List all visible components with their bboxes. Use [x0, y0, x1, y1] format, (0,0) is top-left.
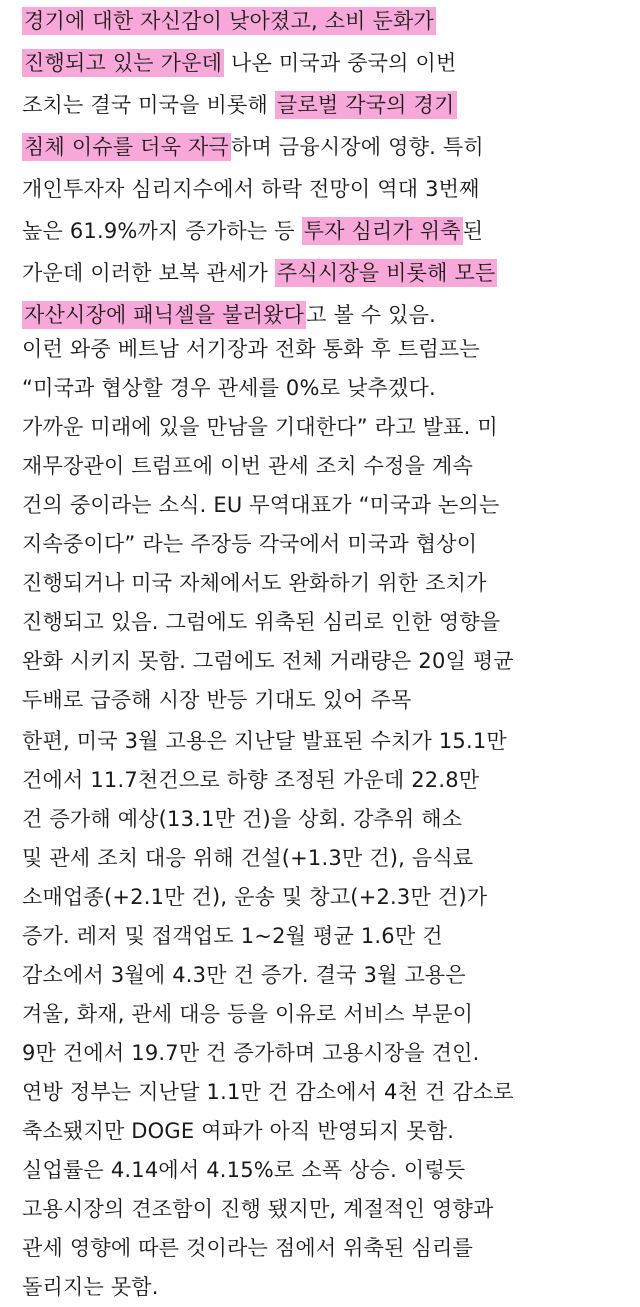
text-line: [22, 681, 628, 720]
text-line: [22, 995, 628, 1034]
text-line: [22, 1112, 628, 1151]
text-line: [22, 761, 628, 800]
text-segment: 돌리지는 못함.: [22, 1275, 159, 1299]
highlighted-text: 투자 심리가 위축: [303, 219, 461, 243]
text-line: [22, 0, 628, 42]
highlighted-text: 진행되고 있는 가운데: [24, 51, 223, 75]
text-line: [22, 486, 628, 525]
text-line: [22, 168, 628, 210]
text-segment: 및 관세 조치 대응 위해 건설(+1.3만 건), 음식료: [22, 846, 474, 870]
text-line: [22, 1268, 628, 1307]
text-segment: 소매업종(+2.1만 건), 운송 및 창고(+2.3만 건)가: [22, 885, 488, 909]
text-line: [22, 126, 628, 168]
text-line: [22, 408, 628, 447]
text-line: [22, 369, 628, 408]
text-segment: 건 증가해 예상(13.1만 건)을 상회. 강추위 해소: [22, 807, 463, 831]
text-segment: 지속중이다” 라는 주장등 각국에서 미국과 협상이: [22, 532, 478, 556]
text-segment: 실업률은 4.14에서 4.15%로 소폭 상승. 이렇듯: [22, 1158, 466, 1182]
text-segment: 고 볼 수 있음.: [306, 303, 437, 327]
text-line: [22, 564, 628, 603]
text-segment: 증가. 레저 및 접객업도 1~2월 평균 1.6만 건: [22, 924, 443, 948]
text-segment: 진행되거나 미국 자체에서도 완화하기 위한 조치가: [22, 571, 487, 595]
text-segment: 높은 61.9%까지 증가하는 등: [22, 219, 302, 243]
text-line: [22, 330, 628, 369]
text-line: [22, 800, 628, 839]
text-segment: 가운데 이러한 보복 관세가: [22, 261, 275, 285]
text-line: [22, 525, 628, 564]
paragraph-2: [22, 330, 628, 720]
text-line: [22, 722, 628, 761]
text-segment: 조치는 결국 미국을 비롯해: [22, 93, 275, 117]
highlighted-text: 자산시장에 패닉셀을 불러왔다: [24, 303, 305, 327]
text-segment: 하며 금융시장에 영향. 특히: [231, 135, 484, 159]
text-segment: 겨울, 화재, 관세 대응 등을 이유로 서비스 부문이: [22, 1002, 474, 1026]
text-segment: 건의 중이라는 소식. EU 무역대표가 “미국과 논의는: [22, 493, 500, 517]
text-segment: 가까운 미래에 있을 만남을 기대한다” 라고 발표. 미: [22, 415, 498, 439]
text-segment: 진행되고 있음. 그럼에도 위축된 심리로 인한 영향을: [22, 610, 501, 634]
text-segment: “미국과 협상할 경우 관세를 0%로 낮추겠다.: [22, 376, 436, 400]
highlighted-text: 주식시장을 비롯해 모든: [276, 261, 496, 285]
text-segment: 완화 시키지 못함. 그럼에도 전체 거래량은 20일 평균: [22, 649, 514, 673]
paragraph-1: [22, 0, 628, 336]
text-line: [22, 447, 628, 486]
text-segment: 건에서 11.7천건으로 하향 조정된 가운데 22.8만: [22, 768, 480, 792]
text-line: [22, 84, 628, 126]
paragraph-3: [22, 722, 628, 1307]
text-line: [22, 603, 628, 642]
text-line: [22, 956, 628, 995]
text-line: [22, 1151, 628, 1190]
text-segment: 관세 영향에 따른 것이라는 점에서 위축된 심리를: [22, 1236, 473, 1260]
text-segment: 개인투자자 심리지수에서 하락 전망이 역대 3번째: [22, 177, 480, 201]
text-segment: 나온 미국과 중국의 이번: [224, 51, 457, 75]
text-segment: 고용시장의 견조함이 진행 됐지만, 계절적인 영향과: [22, 1197, 494, 1221]
text-line: [22, 1190, 628, 1229]
text-segment: 두배로 급증해 시장 반등 기대도 있어 주목: [22, 688, 412, 712]
text-line: [22, 1034, 628, 1073]
text-segment: 이런 와중 베트남 서기장과 전화 통화 후 트럼프는: [22, 337, 480, 361]
highlighted-text: 글로벌 각국의 경기: [276, 93, 455, 117]
text-line: [22, 917, 628, 956]
text-line: [22, 1229, 628, 1268]
text-line: [22, 839, 628, 878]
text-segment: 한편, 미국 3월 고용은 지난달 발표된 수치가 15.1만: [22, 729, 507, 753]
text-line: [22, 1073, 628, 1112]
text-segment: 9만 건에서 19.7만 건 증가하며 고용시장을 견인.: [22, 1041, 480, 1065]
text-line: [22, 642, 628, 681]
text-segment: 연방 정부는 지난달 1.1만 건 감소에서 4천 건 감소로: [22, 1080, 514, 1104]
text-line: [22, 210, 628, 252]
text-segment: 된: [462, 219, 484, 243]
text-line: [22, 42, 628, 84]
text-segment: 감소에서 3월에 4.3만 건 증가. 결국 3월 고용은: [22, 963, 466, 987]
text-line: [22, 878, 628, 917]
highlighted-text: 경기에 대한 자신감이 낮아졌고, 소비 둔화가: [24, 9, 434, 33]
highlighted-text: 침체 이슈를 더욱 자극: [24, 135, 229, 159]
text-segment: 축소됐지만 DOGE 여파가 아직 반영되지 못함.: [22, 1119, 455, 1143]
text-segment: 재무장관이 트럼프에 이번 관세 조치 수정을 계속: [22, 454, 473, 478]
text-line: [22, 252, 628, 294]
